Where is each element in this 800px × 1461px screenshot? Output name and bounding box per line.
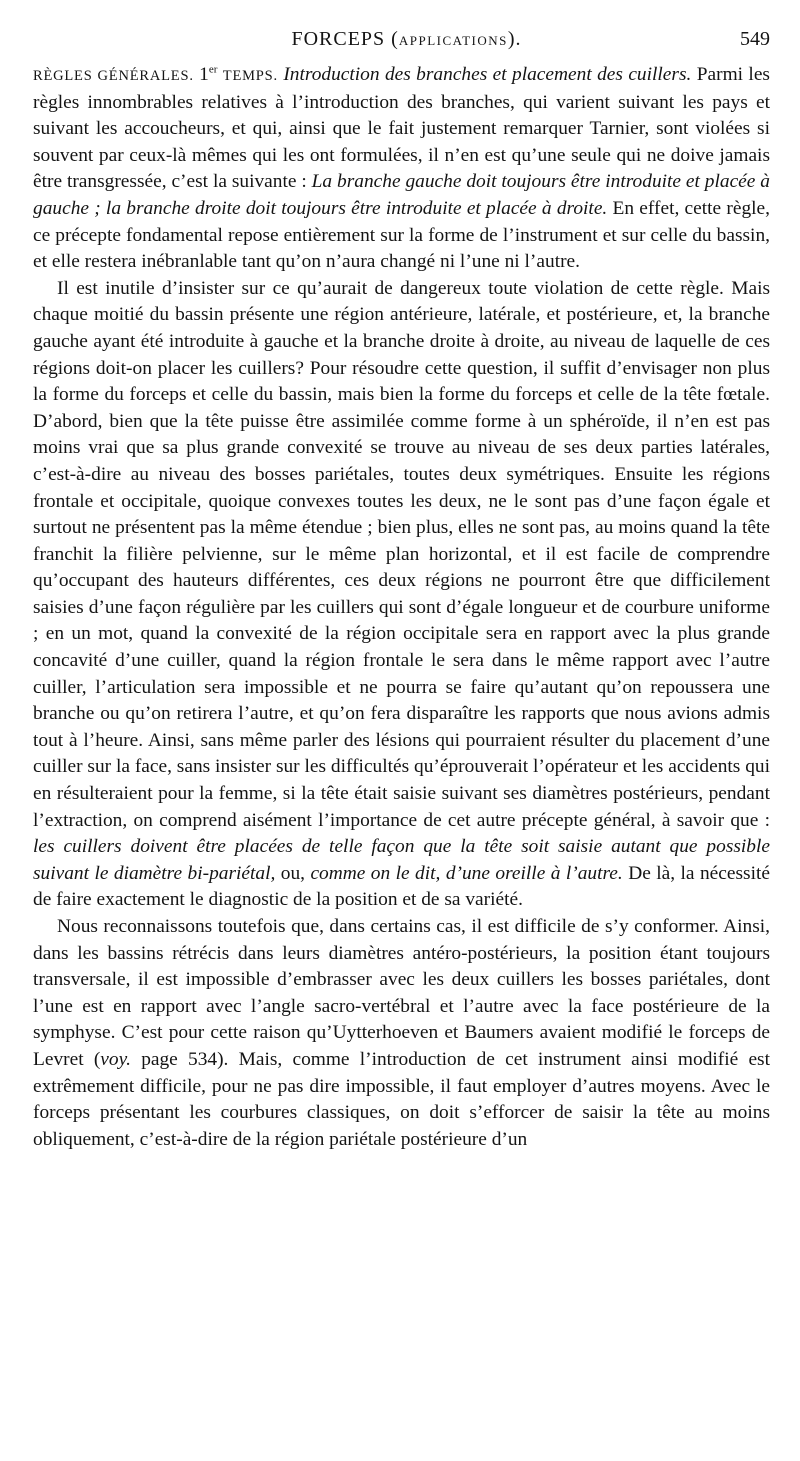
paragraph-3-text-2: page 534). Mais, comme l’introduction de cet instrument ainsi modifié est extrêmement difficile, pour ne pas dire impossible, il faut employer d’autres moyens. Avec le forceps présentant les courbures classiques, on doit s’efforcer de saisir la tête au moins obliquement, c’est-à-dire de la région pariétale postérieure d’un [33, 1048, 770, 1150]
paragraph-2-text-2: ou, [280, 862, 305, 884]
running-header [33, 28, 770, 62]
running-title-main: FORCEPS ( [291, 28, 399, 50]
page-number: 549 [740, 28, 770, 50]
paragraph-1 [33, 62, 770, 276]
paragraph-3-italic-voy: voy. [100, 1048, 131, 1070]
paragraph-2-italic-2: comme on le dit, [310, 862, 441, 884]
paragraph-1-text-2: En effet, cette règle, ce précepte fondamental repose entièrement sur la forme de l’instrument et sur celle du bassin, et elle restera inébranlable tant qu’on n’aura changé ni l’une ni l’autre. [33, 197, 770, 273]
paragraph-2 [33, 276, 770, 914]
page [33, 28, 770, 1153]
paragraph-2-precept-italic: les cuillers doivent être placées de telle façon que la tête soit saisie autant que possible suivant le diamètre bi-pariétal, [33, 836, 770, 884]
paragraph-3-text-1: Nous reconnaissons toutefois que, dans certains cas, il est difficile de s’y conformer. Ainsi, dans les bassins rétrécis dans leurs diamètres antéro-postérieurs, la position étant toujours transversale, il est impossible d’embrasser avec les deux cuillers les bosses pariétales, dont l’une est en rapport avec l’angle sacro-vertébral et l’autre avec la face postérieure de la symphyse. C’est pour cette raison qu’Uytterhoeven et Baumers avaient modifié le forceps de Levret ( [33, 916, 770, 1070]
ordinal-caps: TEMPS. [222, 68, 278, 84]
paragraph-1-text-1: Parmi les règles innombrables relatives à l’introduction des branches, qui varient suivant les pays et suivant les accoucheurs, et qui, ainsi que le fait justement remarquer Tarnier, sont violées si souvent par ceux-là mêmes qui les ont formulées, il n’en est qu’une seule qui ne doive jamais être transgressée, c’est la suivante : [33, 64, 770, 193]
running-title-end: ). [507, 28, 522, 50]
section-heading-italic: Introduction des branches et placement des cuillers. [283, 64, 692, 85]
paragraph-2-text-1: Il est inutile d’insister sur ce qu’aurait de dangereux toute violation de cette règle. Mais chaque moitié du bassin présente une région antérieure, latérale, et postérieure, et, la branche gauche ayant été introduite à gauche et la branche droite à droite, au niveau de laquelle de ces régions doit-on placer les cuillers? Pour résoudre cette question, il suffit d’envisager non plus la forme du forceps et celle du bassin, mais bien la forme du forceps et celle de la tête fœtale. D’abord, bien que la tête puisse être assimilée comme forme à un sphéroïde, il n’en est pas moins vrai que sa plus grande convexité se trouve au niveau de ses deux parties latérales, c’est-à-dire au niveau des bosses pariétales, toutes deux symétriques. Ensuite les régions frontale et occipitale, quoique convexes toutes les deux, ne le sont pas d’une façon égale et surtout ne présentent pas la même étendue ; bien plus, elles ne sont pas, au moins quand la tête franchit la filière pelvienne, sur le même plan horizontal, et il est facile de comprendre qu’occupant des hauteurs différentes, ces deux régions ne pourront être que difficilement saisies d’une façon régulière par les cuillers qui sont d’égale longueur et de courbure uniforme ; en un mot, quand la convexité de la région occipitale sera en rapport avec la plus grande concavité d’une cuiller, quand la région frontale le sera dans le même rapport avec l’autre cuiller, l’articulation sera impossible et ne pourra se faire qu’autant qu’on repoussera une branche ou qu’on retirera l’autre, et qu’on fera disparaître les rapports que nous avions admis tout à l’heure. Ainsi, sans même parler des lésions qui pourraient résulter du placement d’une cuiller sur la face, sans insister sur les difficultés qu’éprouverait l’opérateur et les accidents qui en résulteraient pour la femme, si la tête était saisie suivant ses diamètres postérieurs, pendant l’extraction, on comprend aisément l’importance de cet autre précepte général, à savoir que : [33, 277, 770, 831]
paragraph-3 [33, 914, 770, 1153]
paragraph-2-italic-3: d’une oreille à l’autre. [445, 862, 623, 884]
body-text [33, 62, 770, 1153]
paragraph-2-text-3: De là, la nécessité de faire exactement le diagnostic de la position et de sa variété. [33, 862, 770, 911]
running-title-caps: APPLICATIONS [398, 33, 508, 48]
ordinal-number: 1 [199, 64, 209, 85]
running-title [291, 28, 521, 51]
ordinal-superscript: er [208, 63, 218, 76]
section-lead-caps: RÈGLES GÉNÉRALES. [33, 68, 194, 84]
paragraph-1-rule-italic: La branche gauche doit toujours être introduite et placée à gauche ; la branche droite doit toujours être introduite et placée à droite. [33, 171, 770, 219]
